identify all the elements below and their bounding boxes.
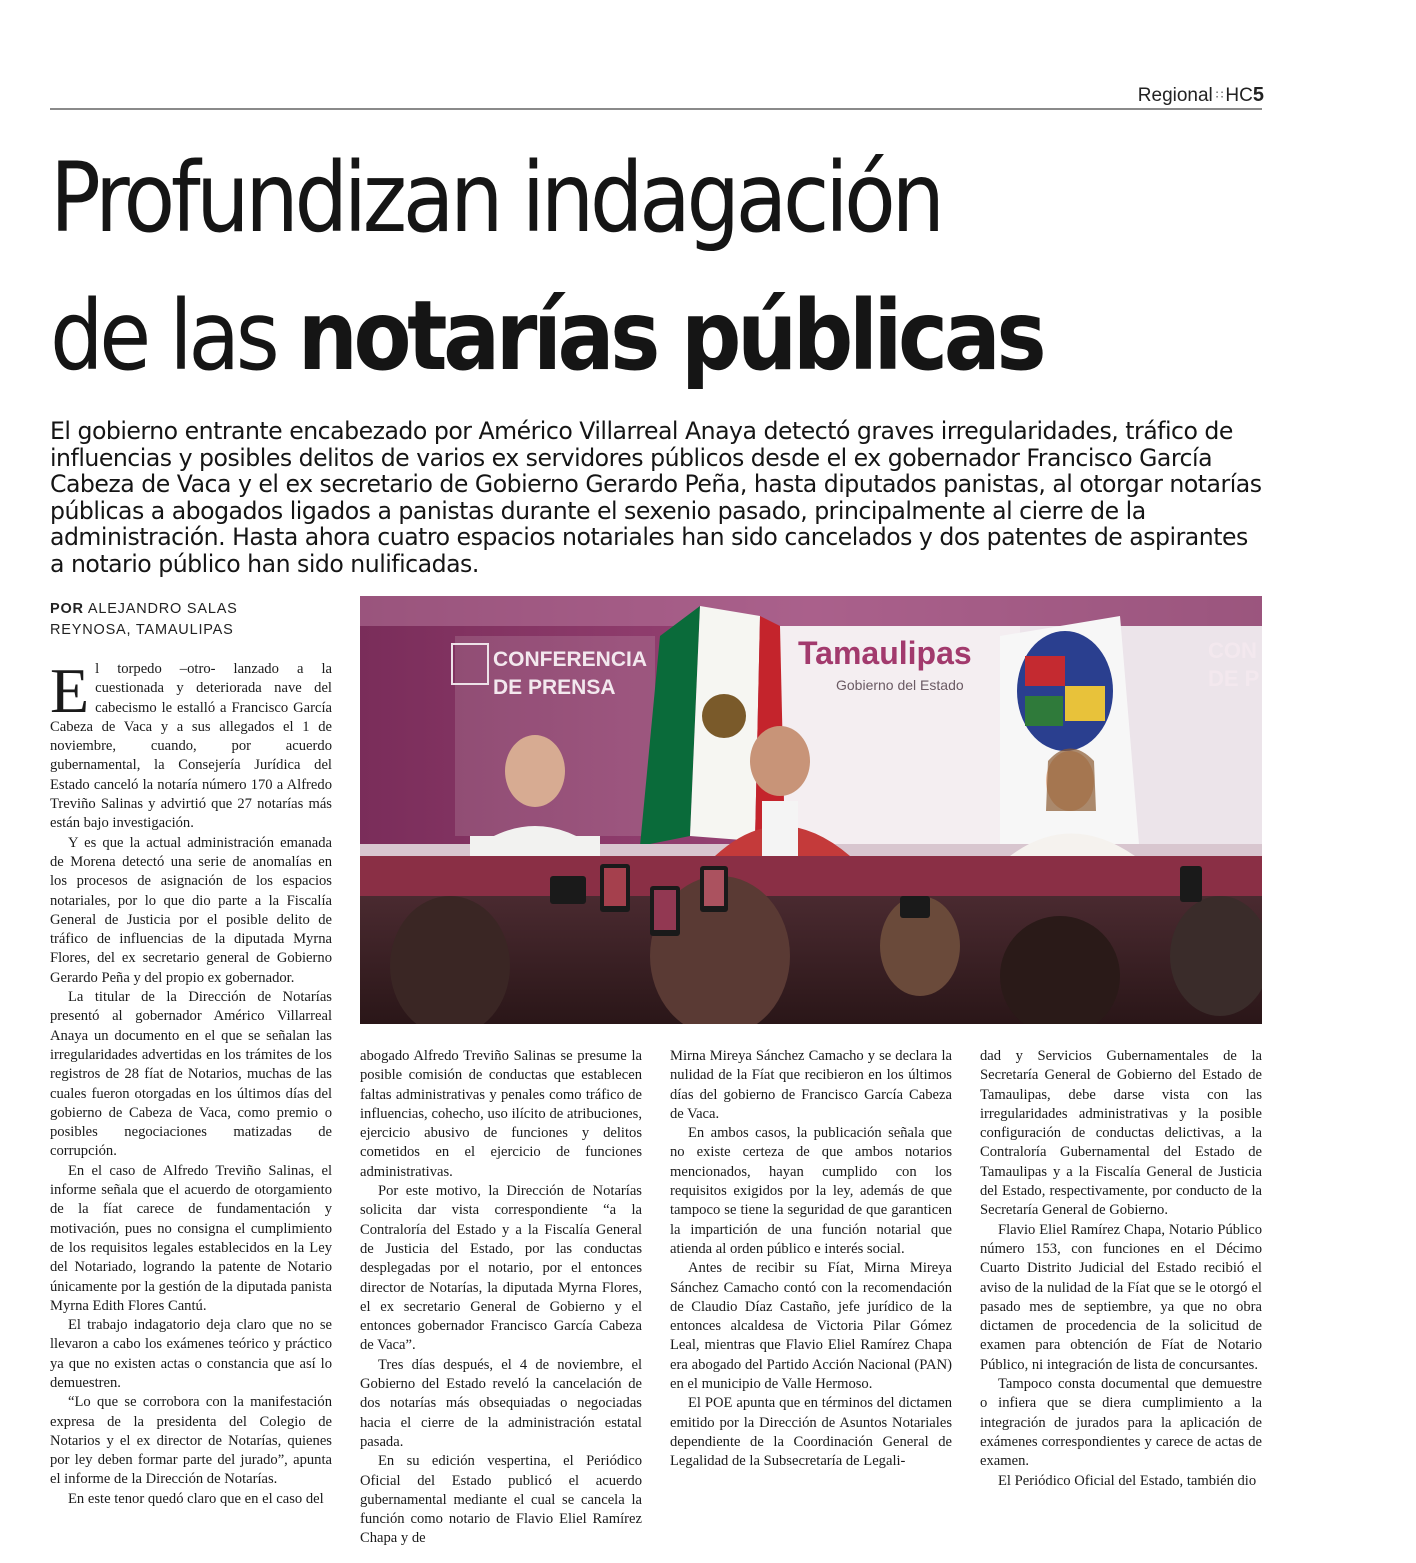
headline-bold: notarías públicas [297, 280, 1043, 392]
banner-left-line2: DE PRENSA [493, 676, 616, 699]
phone-icon [900, 896, 930, 918]
paragraph: “Lo que se corrobora con la manifestación expresa de la presidenta del Colegio de Notarios y el ex director de Notarías, quienes por ley deben formar parte del jurado”, apunta el informe de la Dirección de Notarías. [50, 1394, 332, 1488]
dots-icon: ∷ [1215, 88, 1223, 102]
paragraph: La titular de la Dirección de Notarías presentó al gobernador Américo Villarreal Anaya un documento en el que se señalan las irregularidades advertidas en los trámites de los registros de 28 fíat de Notarios, muchas de las cuales fueron otorgadas en los últimos días del gobierno de Cabeza de Vaca, como premio o posibles negociaciones matizadas de corrupción. [50, 989, 332, 1160]
header-rule [50, 108, 1262, 110]
paragraph: El POE apunta que en términos del dictamen emitido por la Dirección de Asuntos Notariales dependiente de la Coordinación General de Legalidad de la Subsecretaría de Legali- [670, 1395, 952, 1470]
text-column-4 [980, 1047, 1262, 1491]
banner-right-line2: DE P [1208, 666, 1260, 691]
paragraph: Y es que la actual administración emanada de Morena detectó una serie de anomalías en los procesos de asignación de los espacios notariales, por lo que dio parte a la Fiscalía General de Justicia por el posible delito de tráfico de influencias de la diputada Myrna Flores, del ex secretario general de Gobierno Gerardo Peña y del propio ex gobernador. [50, 834, 332, 986]
banner-right-line1: CON [1208, 638, 1257, 663]
paragraph: En este tenor quedó claro que en el caso del [68, 1490, 324, 1507]
paragraph: En el caso de Alfredo Treviño Salinas, el informe señala que el acuerdo de otorgamiento de la fíat carece de fundamentación y motivación, pues no consigna el cumplimiento de los requisitos legales establecidos en la Ley del Notariado, logrando la patente de Notario únicamente por la gestión de la diputada panista Myrna Edith Flores Cantú. [50, 1162, 332, 1314]
byline-dateline: REYNOSA, TAMAULIPAS [50, 622, 234, 638]
photo-illustration [360, 596, 1262, 1024]
paragraph: Flavio Eliel Ramírez Chapa, Notario Público número 153, con funciones en el Décimo Cuarto Distrito Judicial del Estado recibió el aviso de la nulidad de la Fíat que se le otorgó el pasado mes de septiembre, ya que no obra dictamen de procedencia de la solicitud de examen para obtención de Fíat de Notario Público, ni integración de lista de concursantes. [980, 1221, 1262, 1373]
text-column-2 [360, 1047, 642, 1549]
section-header [1138, 84, 1264, 107]
paragraph: l torpedo –otro- lanzado a la cuestionada y deteriorada nave del cabecismo le estalló a Francisco García Cabeza de Vaca y a sus allegados el 1 de noviembre, cuando, por acuerdo gubernamental, la Consejería Jurídica del Estado canceló la notaría número 170 a Alfredo Treviño Salinas y advirtió que 27 notarías más están bajo investigación. [50, 661, 332, 832]
phone-icon [1180, 866, 1202, 902]
byline-por: POR [50, 601, 84, 617]
paragraph: Por este motivo, la Dirección de Notarías solicita dar vista correspondiente “a la Contraloría del Estado y a la Fiscalía General de Justicia del Estado, por las conductas desplegadas por el notario, por el entonces director de Notarías, la diputada Myrna Flores, el ex secretario General de Gobierno y el entonces gobernador Francisco García Cabeza de Vaca”. [360, 1183, 642, 1354]
tamaulipas-flag-icon [1000, 616, 1140, 866]
page-number: 5 [1252, 84, 1264, 106]
paragraph: dad y Servicios Gubernamentales de la Secretaría General de Gobierno del Estado de Tamaulipas, debe darse vista con las irregularidades administrativas y la posible configuración de conductas delictivas, a la Contraloría Gubernamental del Estado de Tamaulipas y a la Fiscalía General de Justicia del Estado, respectivamente, por conducto de la Secretaría General de Gobierno. [980, 1048, 1262, 1219]
paragraph: El trabajo indagatorio deja claro que no se llevaron a cabo los exámenes teórico y práctico ya que no existen actas o constancia que así lo demuestren. [50, 1317, 332, 1391]
paper-code: HC [1225, 85, 1253, 106]
press-conference-photo [360, 596, 1262, 1024]
drop-cap: E [50, 655, 90, 726]
paragraph: En su edición vespertina, el Periódico Oficial del Estado publicó el acuerdo gubernamental mediante el cual se cancela la función como notario de Flavio Eliel Ramírez Chapa y de [360, 1453, 642, 1547]
paragraph: Antes de recibir su Fíat, Mirna Mireya Sánchez Camacho contó con la recomendación de Claudio Díaz Castaño, jefe jurídico de la entonces alcaldesa de Victoria Pilar Gómez Leal, mientras que Flavio Eliel Ramírez Chapa era abogado del Partido Acción Nacional (PAN) en el municipio de Valle Hermoso. [670, 1260, 952, 1393]
article-dek: El gobierno entrante encabezado por Américo Villarreal Anaya detectó graves irregularidades, tráfico de influencias y posibles delitos de varios ex servidores públicos desde el ex gobernador Francisco García Cabeza de Vaca y el ex secretario de Gobierno Gerardo Peña, hasta diputados panistas, al otorgar notarías públicas a abogados ligados a panistas durante el sexenio pasado, principalmente al cierre de la administración. Hasta ahora cuatro espacios notariales han sido cancelados y dos patentes de aspirantes a notario público han sido nulificadas. [50, 417, 1262, 578]
headline-regular: de las [50, 280, 298, 392]
byline [50, 599, 238, 641]
section-name: Regional [1137, 85, 1213, 106]
banner-left-line1: CONFERENCIA [493, 648, 648, 671]
byline-author: ALEJANDRO SALAS [87, 601, 238, 617]
paragraph: Tres días después, el 4 de noviembre, el Gobierno del Estado reveló la cancelación de dos notarías más obsequiadas o negociadas hacia el cierre de la administración estatal pasada. [360, 1356, 642, 1450]
paragraph: abogado Alfredo Treviño Salinas se presume la posible comisión de conductas que establecen faltas administrativas y penales como tráfico de influencias, cohecho, uso ilícito de atribuciones, ejercicio abusivo de funciones y delitos cometidos en el ejercicio de funciones administrativas. [360, 1048, 642, 1180]
banner-center-title: Tamaulipas [798, 635, 972, 671]
phone-icon [550, 876, 586, 904]
banner-center-subtitle: Gobierno del Estado [836, 677, 964, 693]
text-column-3 [670, 1047, 952, 1472]
paragraph: Tampoco consta documental que demuestre o infiera que se diera cumplimiento a la integración de jurados para la aplicación de exámenes correspondientes y carece de actas de examen. [980, 1376, 1262, 1470]
text-column-1 [50, 655, 332, 1509]
paragraph: Mirna Mireya Sánchez Camacho y se declara la nulidad de la Fíat que recibieron en los últimos días del gobierno de Francisco García Cabeza de Vaca. [670, 1048, 952, 1122]
headline-line-2 [50, 280, 1043, 392]
paragraph: En ambos casos, la publicación señala que no existe certeza de que ambos notarios mencionados, hayan cumplido con los requisitos exigidos por la ley, además de que tampoco se tiene la seguridad de que garanticen la impartición de una función notarial que atienda al orden público e interés social. [670, 1125, 952, 1257]
headline-line-1: Profundizan indagación [50, 142, 941, 254]
paragraph: El Periódico Oficial del Estado, también dio [998, 1472, 1257, 1489]
